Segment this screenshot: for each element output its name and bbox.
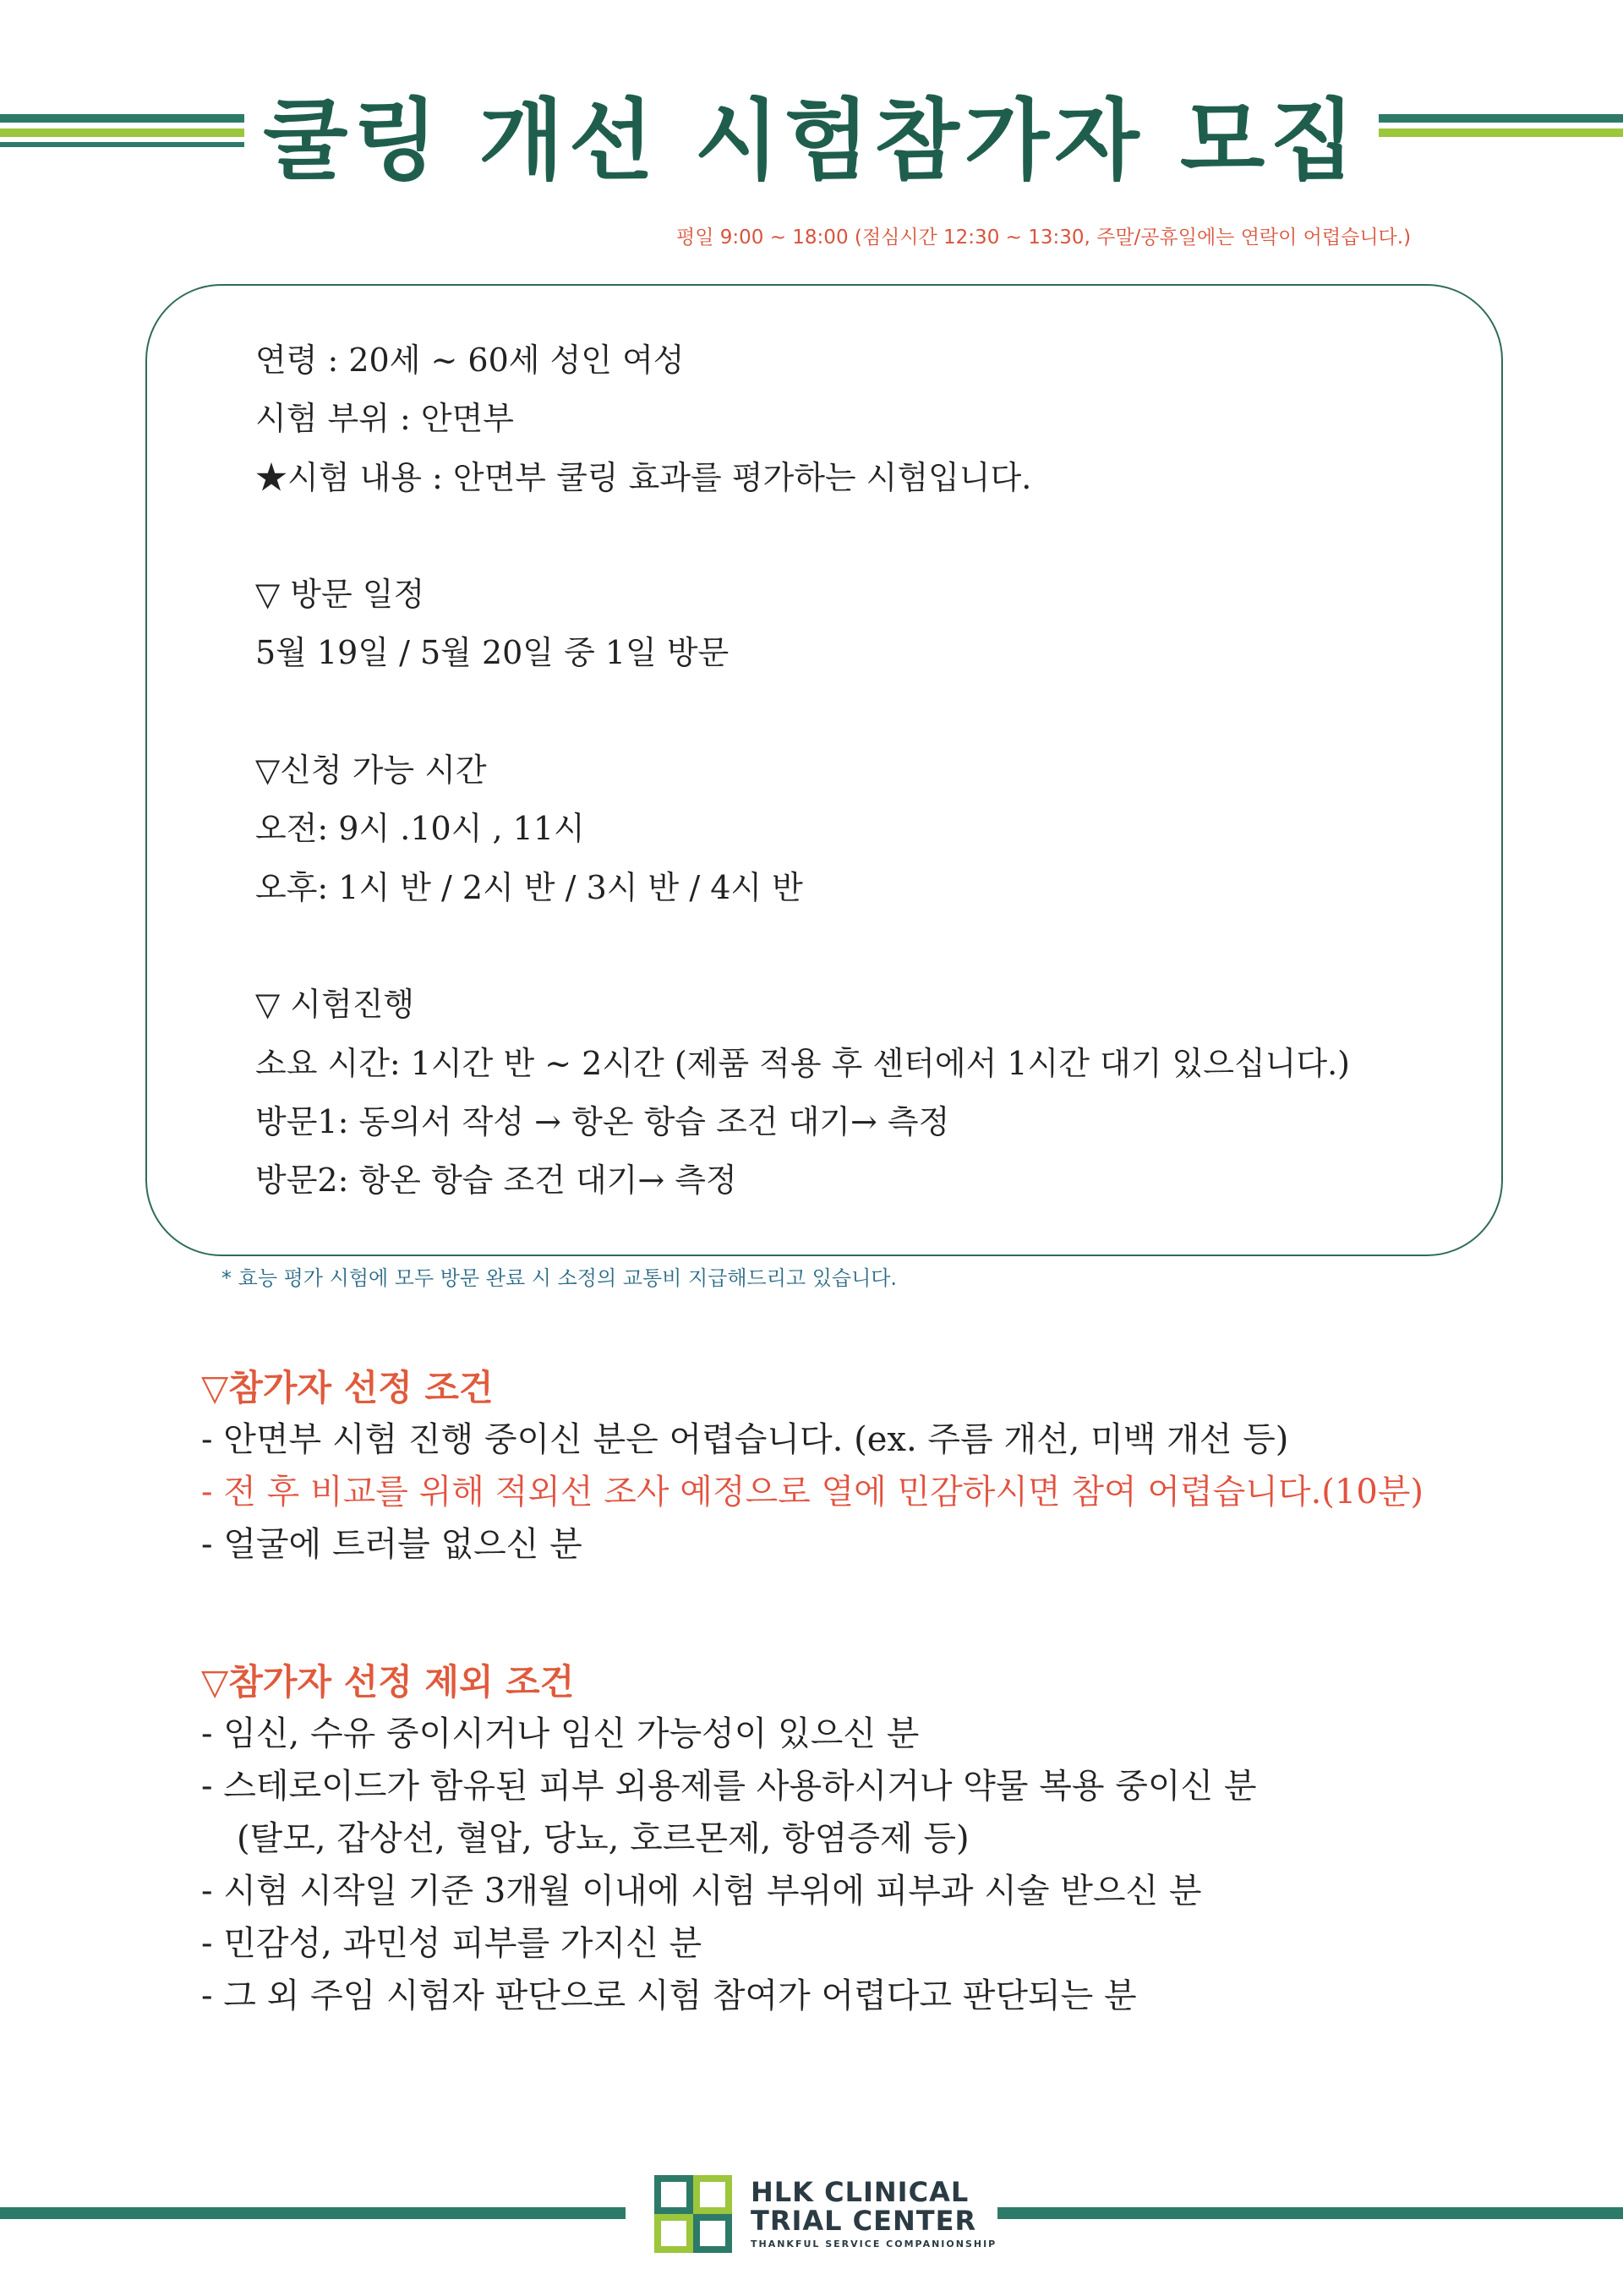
info-box-line: ▽ 방문 일정: [255, 576, 425, 614]
footer-line-right: [997, 2207, 1623, 2219]
logo-line-1: HLK CLINICAL: [751, 2176, 970, 2208]
info-box-line: 소요 시간: 1시간 반 ~ 2시간 (제품 적용 후 센터에서 1시간 대기 있으십니다.): [255, 1044, 1350, 1082]
selection-item-2: - 전 후 비교를 위해 적외선 조사 예정으로 열에 민감하시면 참여 어렵습니다.(10분): [201, 1473, 1424, 1512]
info-box: [145, 284, 1503, 1256]
exclusion-item-2-detail: (탈모, 갑상선, 혈압, 당뇨, 호르몬제, 항염증제 등): [237, 1819, 970, 1858]
info-box-line: ★시험 내용 : 안면부 쿨링 효과를 평가하는 시험입니다.: [255, 458, 1032, 496]
selection-section: [201, 1363, 1424, 1571]
hlk-logo-icon: [653, 2173, 734, 2255]
logo-tagline: THANKFUL SERVICE COMPANIONSHIP: [751, 2239, 997, 2250]
info-box-line: 방문1: 동의서 작성 → 항온 항습 조건 대기→ 측정: [255, 1102, 950, 1140]
exclusion-item-5: - 그 외 주임 시험자 판단으로 시험 참여가 어렵다고 판단되는 분: [201, 1976, 1137, 2015]
info-box-line: 오후: 1시 반 / 2시 반 / 3시 반 / 4시 반: [255, 868, 803, 906]
logo-line-2: TRIAL CENTER: [751, 2205, 977, 2237]
exclusion-item-1: - 임신, 수유 중이시거나 임신 가능성이 있으신 분: [201, 1714, 920, 1753]
exclusion-item-2: - 스테로이드가 함유된 피부 외용제를 사용하시거나 약물 복용 중이신 분: [201, 1767, 1257, 1806]
selection-title: ▽참가자 선정 조건: [201, 1367, 494, 1408]
transport-note: * 효능 평가 시험에 모두 방문 완료 시 소정의 교통비 지급해드리고 있습니다.: [221, 1266, 898, 1290]
info-box-line: ▽ 시험진행: [255, 986, 415, 1024]
info-box-line: 연령 : 20세 ~ 60세 성인 여성: [255, 342, 685, 379]
info-box-lines: [255, 338, 1350, 1216]
exclusion-section: [201, 1657, 1257, 2022]
exclusion-item-4: - 민감성, 과민성 피부를 가지신 분: [201, 1924, 702, 1963]
info-box-line: 5월 19일 / 5월 20일 중 1일 방문: [255, 634, 730, 672]
info-box-spacer: [255, 690, 1350, 748]
info-box-line: 방문2: 항온 항습 조건 대기→ 측정: [255, 1162, 737, 1200]
office-hours: 평일 9:00 ~ 18:00 (점심시간 12:30 ~ 13:30, 주말/공휴일에는 연락이 어렵습니다.): [676, 227, 1412, 249]
info-box-spacer: [255, 924, 1350, 982]
info-box-line: 시험 부위 : 안면부: [255, 400, 514, 438]
exclusion-item-3: - 시험 시작일 기준 3개월 이내에 시험 부위에 피부과 시술 받으신 분: [201, 1872, 1202, 1911]
logo-text: [751, 2178, 997, 2250]
info-box-spacer: [255, 514, 1350, 572]
selection-item-3: - 얼굴에 트러블 없으신 분: [201, 1525, 582, 1564]
info-box-line: ▽신청 가능 시간: [255, 752, 487, 790]
info-box-line: 오전: 9시 .10시 , 11시: [255, 810, 585, 848]
selection-item-1: - 안면부 시험 진행 중이신 분은 어렵습니다. (ex. 주름 개선, 미백 개선 등): [201, 1420, 1289, 1459]
footer-line-left: [0, 2207, 626, 2219]
page-title: 쿨링 개선 시험참가자 모집: [0, 69, 1623, 196]
exclusion-title: ▽참가자 선정 제외 조건: [201, 1661, 575, 1703]
